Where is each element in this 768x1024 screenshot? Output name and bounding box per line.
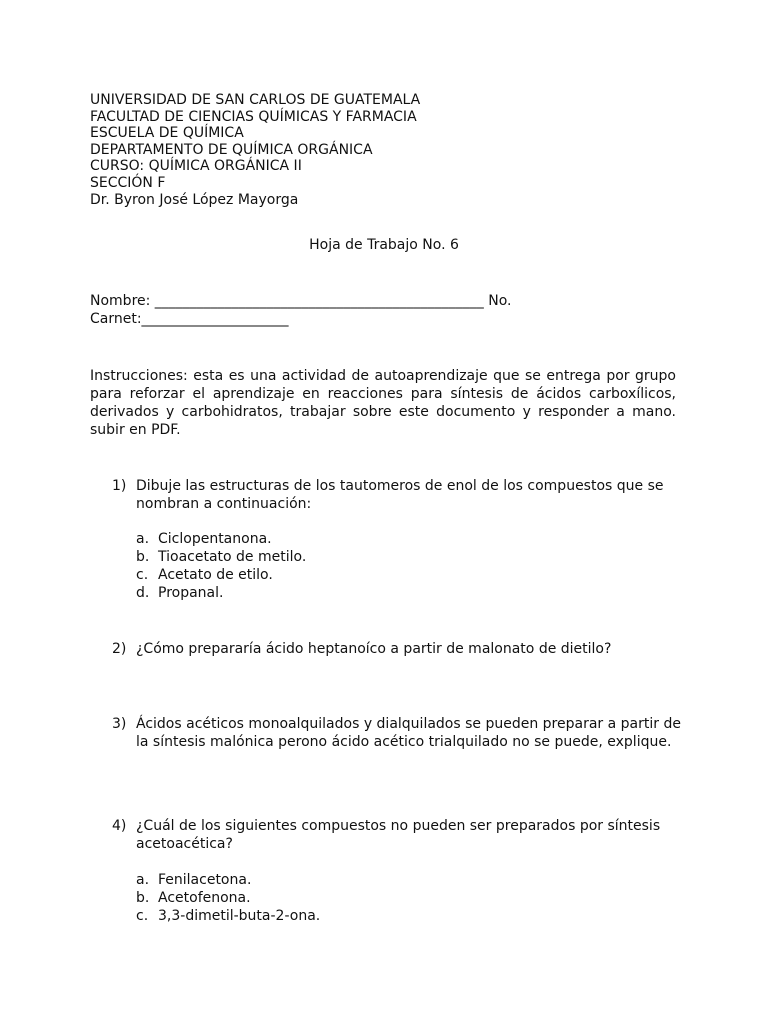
header-school: ESCUELA DE QUÍMICA <box>90 125 244 142</box>
header-professor: Dr. Byron José López Mayorga <box>90 191 299 208</box>
option-item: a. Ciclopentanona. <box>136 531 272 547</box>
option-item: d. Propanal. <box>136 585 224 601</box>
nombre-field-line: Nombre: _______________________________________________ No. <box>90 293 512 309</box>
question-1-options <box>136 530 306 602</box>
question-2-number: 2) <box>112 641 127 657</box>
question-1 <box>112 477 682 513</box>
question-4 <box>112 817 682 853</box>
question-2-text: ¿Cómo prepararía ácido heptanoíco a partir de malonato de dietilo? <box>136 641 612 657</box>
header-department: DEPARTAMENTO DE QUÍMICA ORGÁNICA <box>90 141 373 158</box>
question-1-number: 1) <box>112 478 127 494</box>
question-4-text: ¿Cuál de los siguientes compuestos no pueden ser preparados por síntesis acetoacética? <box>136 818 661 852</box>
carnet-field-line: Carnet:_____________________ <box>90 311 289 327</box>
question-3-text: Ácidos acéticos monoalquilados y dialquilados se pueden preparar a partir de la síntesis malónica perono ácido acético trialquilado no se puede, explique. <box>136 716 681 750</box>
option-item: c. 3,3-dimetil-buta-2-ona. <box>136 908 321 924</box>
option-item: b. Acetofenona. <box>136 890 251 906</box>
worksheet-title: Hoja de Trabajo No. 6 <box>309 237 459 253</box>
question-4-number: 4) <box>112 818 127 834</box>
instructions-paragraph: Instrucciones: esta es una actividad de autoaprendizaje que se entrega por grupo para reforzar el aprendizaje en reacciones para síntesis de ácidos carboxílicos, derivados y carbohidratos, trabajar sobre este documento y responder a mano. subir en PDF. <box>90 368 676 438</box>
option-item: b. Tioacetato de metilo. <box>136 549 307 565</box>
document-header <box>90 92 420 208</box>
question-2 <box>112 640 682 658</box>
header-section: SECCIÓN F <box>90 174 166 191</box>
question-3 <box>112 715 682 751</box>
question-1-text: Dibuje las estructuras de los tautomeros de enol de los compuestos que se nombran a continuación: <box>136 478 664 512</box>
header-faculty: FACULTAD DE CIENCIAS QUÍMICAS Y FARMACIA <box>90 108 417 125</box>
header-university: UNIVERSIDAD DE SAN CARLOS DE GUATEMALA <box>90 92 421 108</box>
option-item: c. Acetato de etilo. <box>136 567 273 583</box>
header-course: CURSO: QUÍMICA ORGÁNICA II <box>90 158 302 175</box>
question-3-number: 3) <box>112 716 127 732</box>
option-item: a. Fenilacetona. <box>136 872 252 888</box>
question-4-options <box>136 871 320 925</box>
